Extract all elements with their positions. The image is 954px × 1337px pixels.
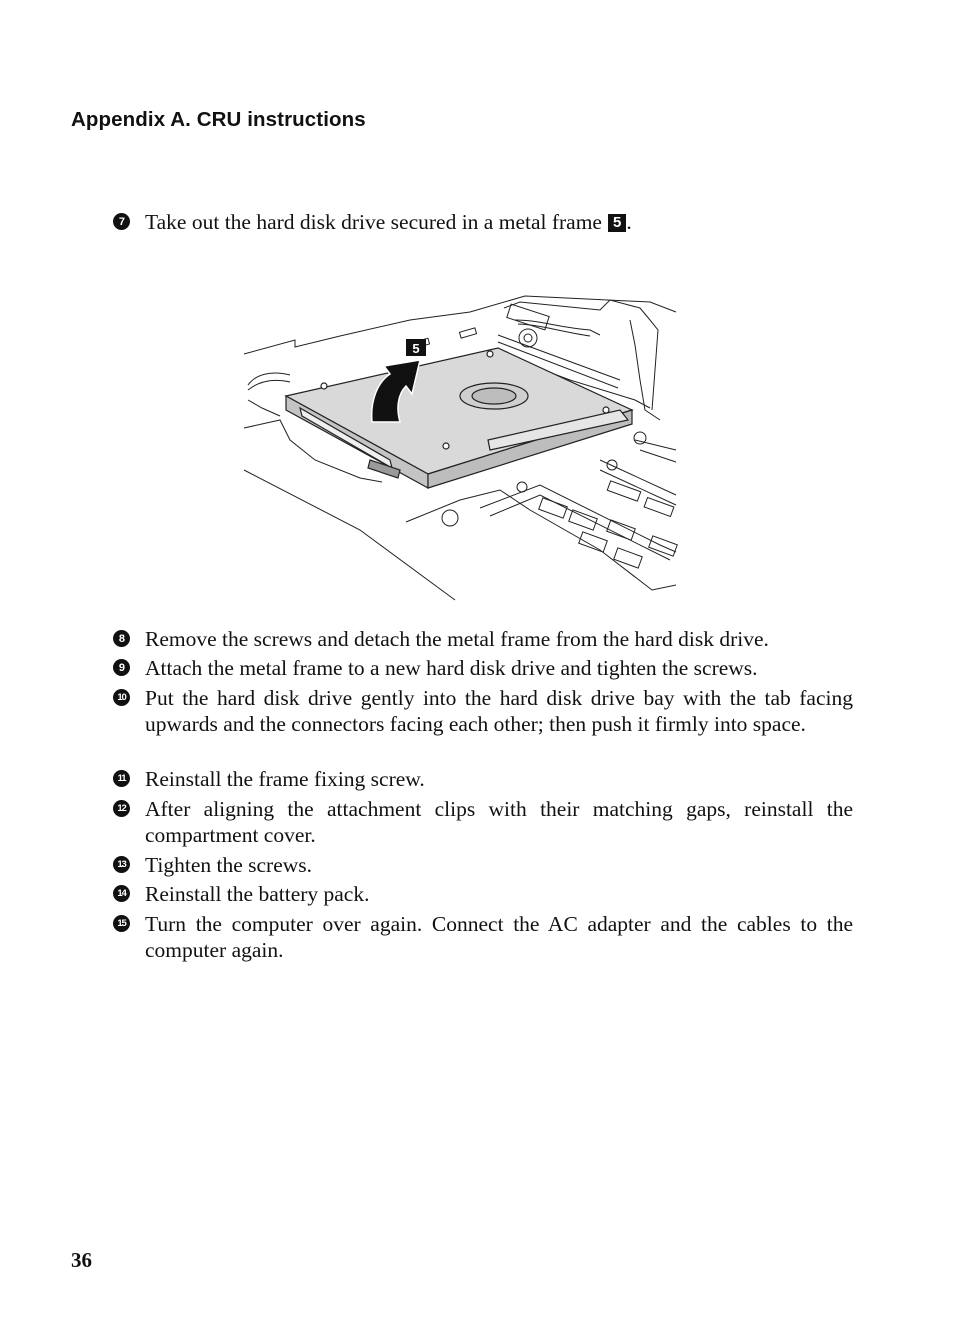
page-header: Appendix A. CRU instructions: [71, 108, 366, 131]
step-text-11: Reinstall the frame fixing screw.: [145, 767, 425, 791]
step-text-9: Attach the metal frame to a new hard disk drive and tighten the screws.: [145, 656, 758, 680]
step-text-10: Put the hard disk drive gently into the hard disk drive bay with the tab facing upwards and the connectors facing each other; then push it firmly into space.: [145, 686, 853, 736]
step-number-10: 10: [113, 689, 130, 706]
step-number-11: 11: [113, 770, 130, 787]
step-7: [113, 209, 853, 235]
step-text-12: After aligning the attachment clips with their matching gaps, reinstall the compartment cover.: [145, 797, 853, 847]
figure-callout-5: 5: [412, 341, 420, 356]
step-text-14: Reinstall the battery pack.: [145, 882, 370, 906]
step-11: [113, 766, 853, 792]
step-13: [113, 852, 853, 878]
step-text-15: Turn the computer over again. Connect the AC adapter and the cables to the computer again.: [145, 912, 853, 962]
step-7-suffix: .: [626, 210, 632, 234]
step-text-7: [145, 209, 853, 235]
step-number-14: 14: [113, 885, 130, 902]
step-9: [113, 655, 853, 681]
step-number-13: 13: [113, 856, 130, 873]
hard-disk-removal-illustration: [240, 290, 680, 602]
step-8: [113, 626, 853, 652]
step-15: [113, 911, 853, 963]
step-text-8: Remove the screws and detach the metal frame from the hard disk drive.: [145, 627, 769, 651]
step-number-7: 7: [113, 213, 130, 230]
step-number-12: 12: [113, 800, 130, 817]
page-number: 36: [71, 1248, 92, 1272]
step-number-9: 9: [113, 659, 130, 676]
step-10: [113, 685, 853, 737]
step-12: [113, 796, 853, 848]
step-7-text: Take out the hard disk drive secured in a metal frame: [145, 210, 602, 234]
step-number-15: 15: [113, 915, 130, 932]
callout-5: 5: [608, 214, 626, 232]
step-text-13: Tighten the screws.: [145, 853, 313, 877]
step-14: [113, 881, 853, 907]
step-number-8: 8: [113, 630, 130, 647]
